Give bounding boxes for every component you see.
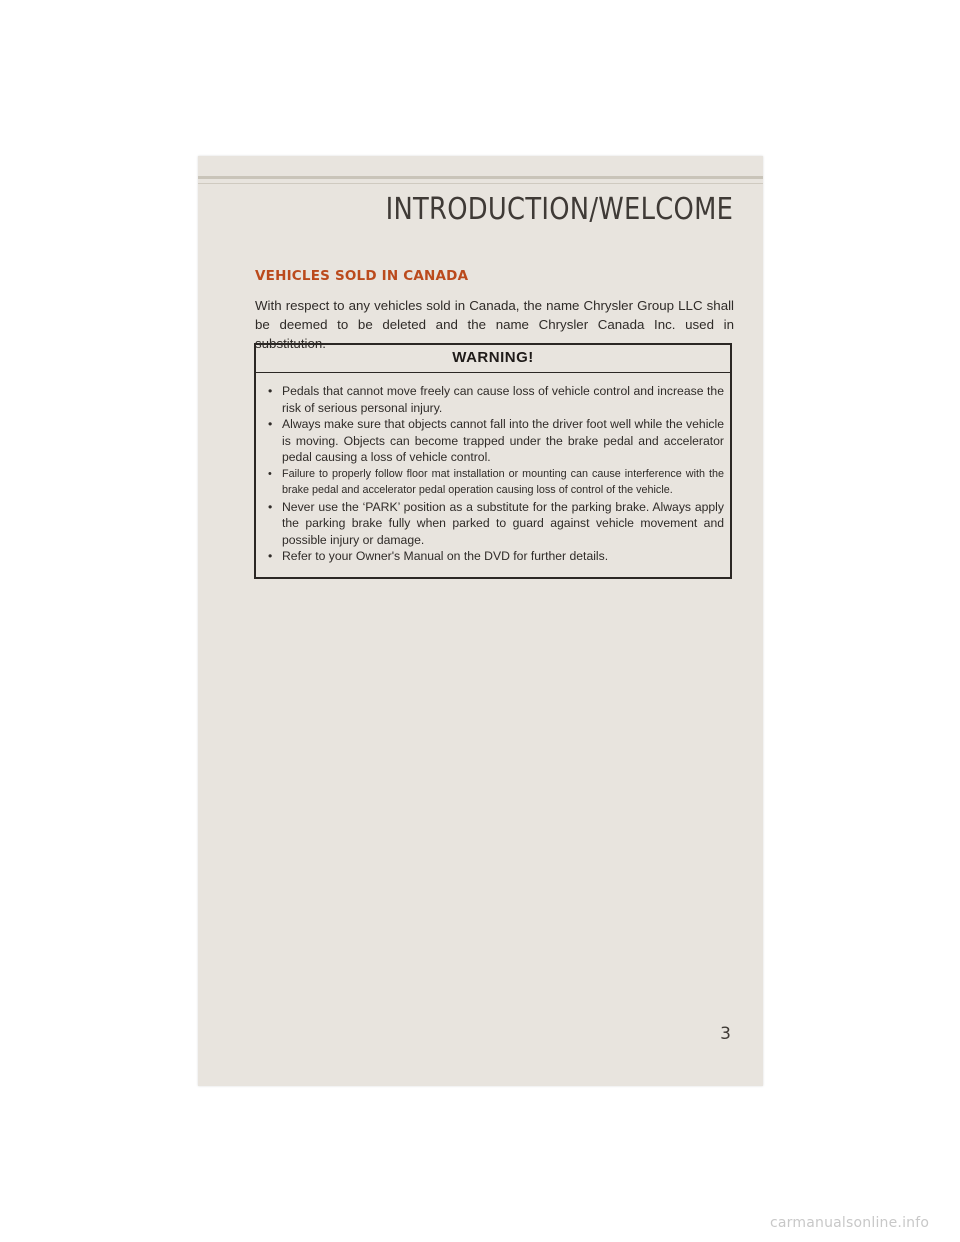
bullet-icon: • bbox=[268, 467, 272, 480]
content-area bbox=[255, 268, 734, 353]
warning-item bbox=[268, 548, 724, 565]
header-rule bbox=[198, 176, 763, 179]
warning-list bbox=[256, 373, 730, 565]
bullet-icon: • bbox=[268, 499, 273, 514]
header-rule-thin bbox=[198, 183, 763, 184]
warning-item-text: Pedals that cannot move freely can cause loss of vehicle control and increase the risk of serious personal injury. bbox=[282, 384, 724, 415]
warning-item-text: Refer to your Owner's Manual on the DVD for further details. bbox=[282, 549, 609, 563]
warning-item bbox=[268, 416, 724, 466]
manual-page bbox=[198, 156, 763, 1086]
warning-item-text: Always make sure that objects cannot fall into the driver foot well while the vehicle is moving. Objects can become trapped under the brake pedal and accelerator pedal causing a loss of vehicle control. bbox=[282, 417, 724, 464]
warning-item-text: Never use the ‘PARK’ position as a substitute for the parking brake. Always apply the parking brake fully when parked to guard against vehicle movement and possible injury or damage. bbox=[282, 499, 724, 547]
section-heading: VEHICLES SOLD IN CANADA bbox=[255, 268, 469, 284]
bullet-icon: • bbox=[268, 384, 273, 398]
page-number: 3 bbox=[720, 1024, 731, 1044]
bullet-icon: • bbox=[268, 549, 273, 563]
watermark-text: carmanualsonline.info bbox=[770, 1215, 930, 1231]
bullet-icon: • bbox=[268, 417, 273, 431]
section-title: INTRODUCTION/WELCOME bbox=[385, 192, 733, 227]
warning-title: WARNING! bbox=[256, 345, 730, 373]
warning-item bbox=[268, 466, 724, 499]
warning-item bbox=[268, 499, 724, 549]
warning-box bbox=[254, 343, 732, 579]
section-body-text: With respect to any vehicles sold in Canada, the name Chrysler Group LLC shall be deemed to be deleted and the name Chrysler Canada Inc. used in substitution. bbox=[255, 298, 734, 351]
warning-item bbox=[268, 383, 724, 416]
warning-item-text: Failure to properly follow floor mat installation or mounting can cause interference with the brake pedal and accelerator pedal operation causing loss of control of the vehicle. bbox=[282, 467, 724, 496]
